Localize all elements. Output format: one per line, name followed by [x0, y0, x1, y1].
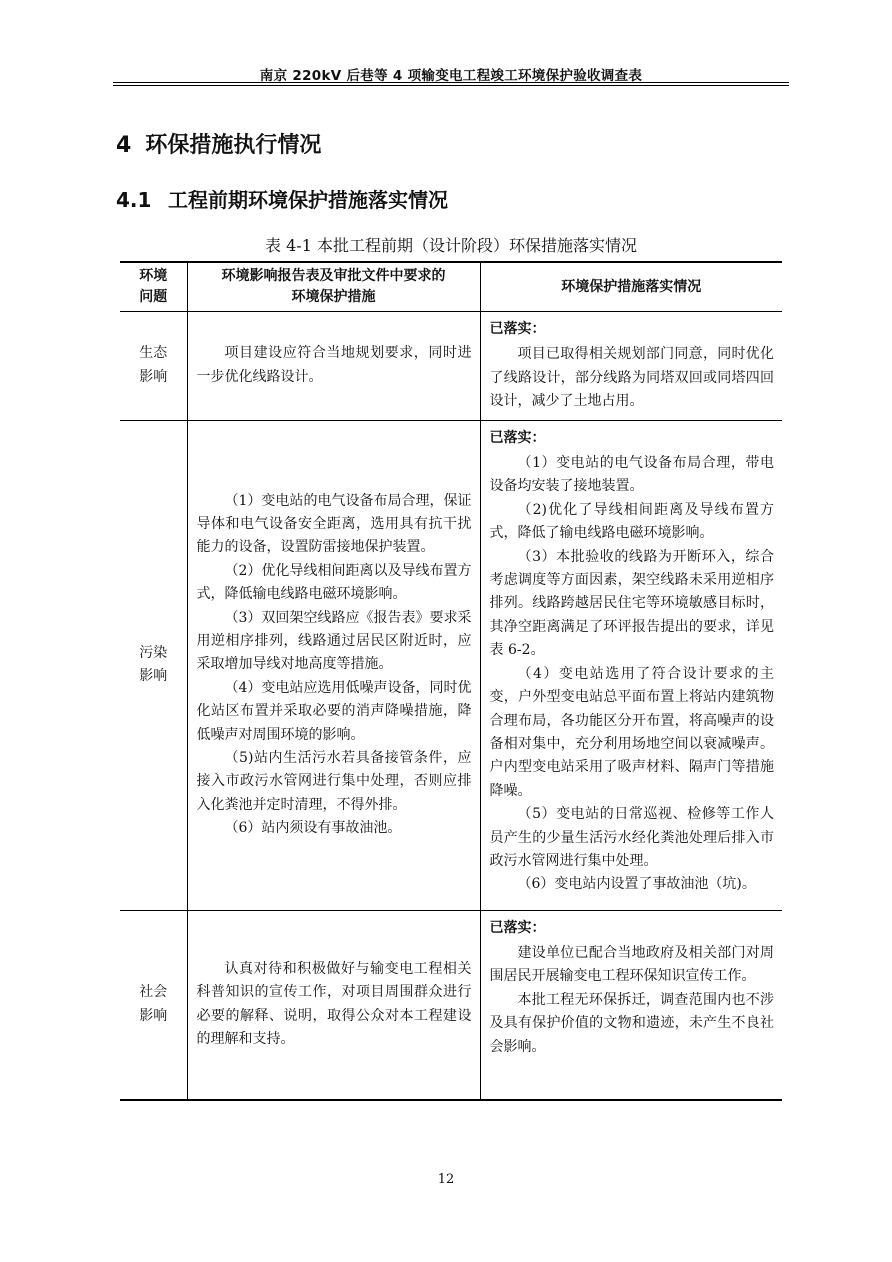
table-row-pollution — [120, 420, 782, 910]
table-row-ecology — [120, 312, 782, 421]
implementation-cell — [480, 910, 782, 1100]
requirement-paragraph: 认真对待和积极做好与输变电工程相关科普知识的宣传工作，对项目周围群众进行必要的解释、说明，取得公众对本工程建设的理解和支持。 — [196, 961, 472, 1048]
implementation-paragraph: （2)优化了导线相间距离及导线布置方式，降低了输电线路电磁环境影响。 — [489, 501, 774, 542]
issue-line1: 污染 — [139, 644, 168, 661]
requirements-cell — [187, 420, 480, 910]
implemented-label: 已落实： — [489, 919, 546, 936]
running-header: 南京 220kV 后巷等 4 项输变电工程竣工环境保护验收调查表 — [259, 68, 643, 84]
issue-line2: 影响 — [139, 368, 168, 385]
issue-line2: 影响 — [139, 668, 168, 685]
subsection-number: 4.1 — [116, 188, 152, 212]
header-requirements — [187, 262, 480, 312]
implementation-paragraph: （5）变电站的日常巡视、检修等工作人员产生的少量生活污水经化粪池处理后排入市政污水管网进行集中处理。 — [489, 806, 774, 869]
issue-line1: 社会 — [139, 984, 168, 1001]
implementation-paragraph: 本批工程无环保拆迁，调查范围内也不涉及具有保护价值的文物和遗迹，未产生不良社会影响。 — [489, 991, 774, 1055]
implementation-cell — [480, 312, 782, 421]
page-number: 12 — [437, 1172, 455, 1187]
requirement-paragraph: （6）站内须设有事故油池。 — [224, 820, 402, 837]
implementation-cell — [480, 420, 782, 910]
issue-line2: 影响 — [139, 1007, 168, 1024]
implementation-paragraph: （6）变电站内设置了事故油池（坑)。 — [517, 876, 756, 893]
header-issue-line2: 问题 — [139, 289, 168, 305]
requirement-paragraph: （1）变电站的电气设备布局合理，保证导体和电气设备安全距离，选用具有抗干扰能力的设备，设置防雷接地保护装置。 — [196, 492, 472, 556]
issue-cell — [120, 420, 187, 910]
table-header-row — [120, 262, 782, 312]
issue-cell — [120, 910, 187, 1100]
requirement-paragraph: （3）双回架空线路应《报告表》要求采用逆相序排列，线路通过居民区附近时，应采取增加导线对地高度等措施。 — [196, 609, 472, 673]
header-implementation: 环境保护措施落实情况 — [480, 262, 782, 312]
header-rule — [113, 82, 789, 83]
table-caption: 表 4-1 本批工程前期（设计阶段）环保措施落实情况 — [265, 236, 637, 255]
requirement-paragraph: （2）优化导线相间距离以及导线布置方式，降低输电线路电磁环境影响。 — [196, 562, 472, 603]
implemented-label: 已落实： — [489, 321, 546, 337]
section-number: 4 — [116, 133, 132, 158]
implementation-paragraph: （4）变电站选用了符合设计要求的主变，户外型变电站总平面布置上将站内建筑物合理布局，各功能区分开布置，将高噪声的设备相对集中，充分利用场地空间以衰减噪声。户内型变电站采用了吸声材料、隔声门等措施降噪。 — [489, 665, 774, 799]
subsection-title: 工程前期环境保护措施落实情况 — [168, 188, 448, 212]
implementation-paragraph: 项目已取得相关规划部门同意，同时优化了线路设计，部分线路为同塔双回或同塔四回设计，减少了土地占用。 — [489, 346, 774, 410]
measures-table — [120, 261, 782, 1101]
subsection-heading — [116, 184, 448, 213]
header-issue-line1: 环境 — [139, 268, 168, 284]
implementation-paragraph: （3）本批验收的线路为开断环入，综合考虑调度等方面因素，架空线路未采用逆相序排列。线路跨越居民住宅等环境敏感目标时，其净空距离满足了环评报告提出的要求，详见表 6-2。 — [489, 548, 774, 659]
requirements-cell — [187, 312, 480, 421]
issue-cell — [120, 312, 187, 421]
section-heading — [116, 128, 321, 159]
implementation-paragraph: （1）变电站的电气设备布局合理，带电设备均安装了接地装置。 — [489, 455, 774, 495]
header-requirements-line2: 环境保护措施 — [291, 289, 376, 305]
requirement-paragraph: （5)站内生活污水若具备接管条件，应接入市政污水管网进行集中处理，否则应排入化粪池并定时清理，不得外排。 — [196, 750, 472, 813]
table-row-social — [120, 910, 782, 1100]
implementation-paragraph: 建设单位已配合当地政府及相关部门对周围居民开展输变电工程环保知识宣传工作。 — [489, 945, 774, 985]
requirement-paragraph: 项目建设应符合当地规划要求，同时进一步优化线路设计。 — [196, 345, 472, 385]
issue-line1: 生态 — [139, 345, 168, 362]
implemented-label: 已落实： — [489, 429, 546, 446]
header-issue — [120, 262, 187, 312]
requirements-cell — [187, 910, 480, 1100]
header-requirements-line1: 环境影响报告表及审批文件中要求的 — [221, 268, 446, 284]
section-title: 环保措施执行情况 — [145, 133, 322, 158]
header-rule-thin — [113, 85, 789, 86]
requirement-paragraph: （4）变电站应选用低噪声设备，同时优化站区布置并采取必要的消声降噪措施，降低噪声对周围环境的影响。 — [196, 679, 472, 743]
